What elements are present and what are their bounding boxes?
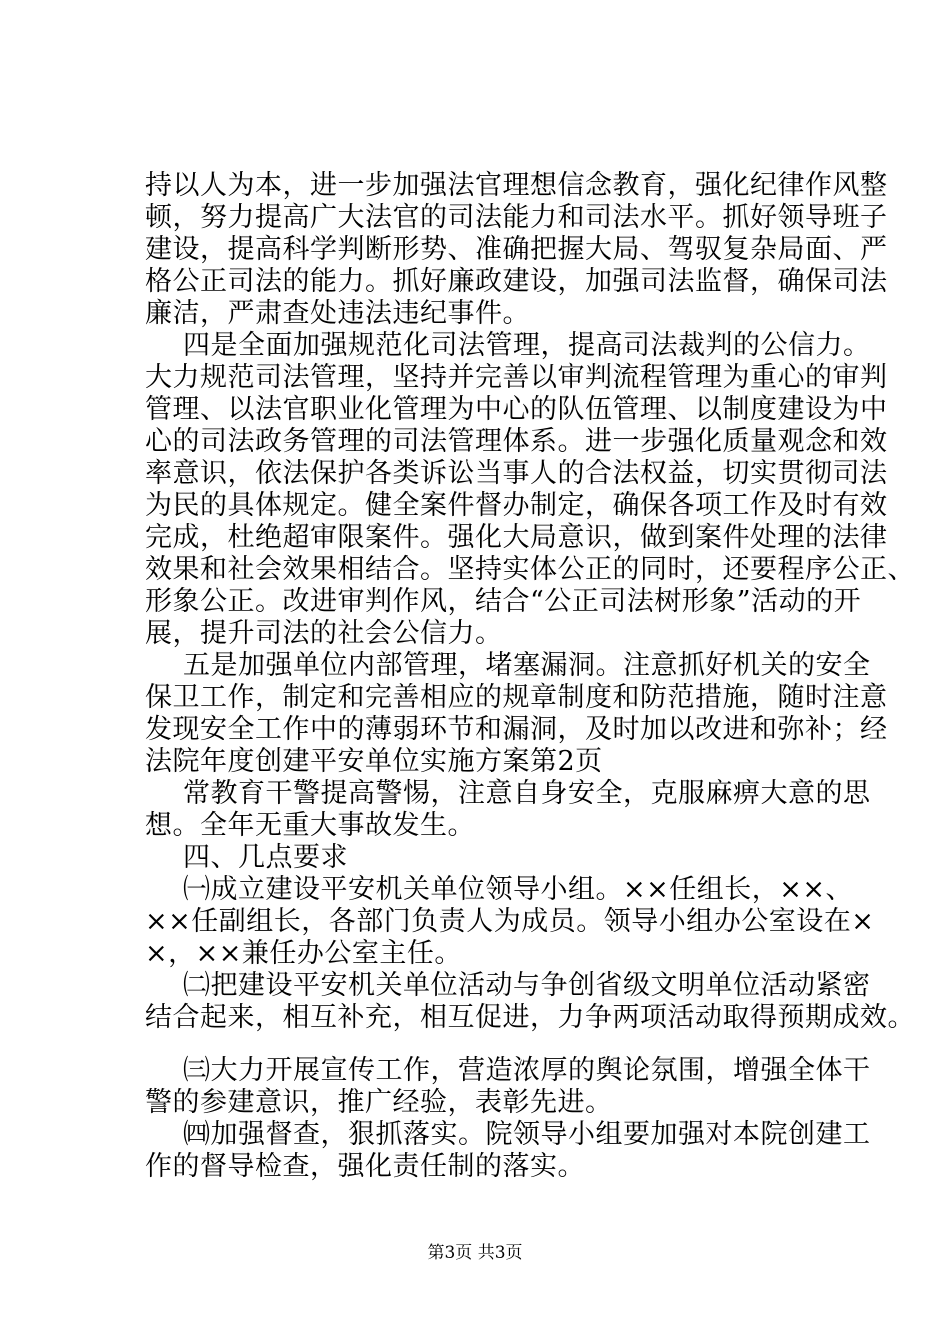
text-line: 四是全面加强规范化司法管理，提高司法裁判的公信力。 — [183, 330, 871, 361]
text-line: 展，提升司法的社会公信力。 — [145, 618, 503, 649]
page-footer: 第3页 共3页 — [427, 1243, 523, 1263]
text-line: 想。全年无重大事故发生。 — [145, 810, 475, 841]
text-line: 顿，努力提高广大法官的司法能力和司法水平。抓好领导班子 — [145, 202, 888, 233]
text-line: 结合起来，相互补充，相互促进，力争两项活动取得预期成效。 — [145, 1002, 915, 1033]
text-line: 法院年度创建平安单位实施方案第2页 — [145, 746, 603, 777]
text-line: 形象公正。改进审判作风，结合“公正司法树形象”活动的开 — [145, 586, 862, 617]
text-line: 作的督导检查，强化责任制的落实。 — [145, 1151, 585, 1182]
text-line: ×，××兼任办公室主任。 — [145, 938, 462, 969]
text-line: 管理、以法官职业化管理为中心的队伍管理、以制度建设为中 — [145, 394, 888, 425]
section-heading: 四、几点要求 — [183, 842, 348, 873]
text-line: 发现安全工作中的薄弱环节和漏洞，及时加以改进和弥补；经 — [145, 714, 888, 745]
text-line: ㈡把建设平安机关单位活动与争创省级文明单位活动紧密 — [183, 970, 871, 1001]
text-line: 建设，提高科学判断形势、准确把握大局、驾驭复杂局面、严 — [145, 234, 888, 265]
text-line: 警的参建意识，推广经验，表彰先进。 — [145, 1087, 613, 1118]
text-line: 完成，杜绝超审限案件。强化大局意识，做到案件处理的法律 — [145, 522, 888, 553]
text-line: 效果和社会效果相结合。坚持实体公正的同时，还要程序公正、 — [145, 554, 915, 585]
text-line: ㈠成立建设平安机关单位领导小组。××任组长，××、 — [183, 874, 853, 905]
text-line: 为民的具体规定。健全案件督办制定，确保各项工作及时有效 — [145, 490, 888, 521]
text-line: 持以人为本，进一步加强法官理想信念教育，强化纪律作风整 — [145, 170, 888, 201]
text-line: 保卫工作，制定和完善相应的规章制度和防范措施，随时注意 — [145, 682, 888, 713]
text-line: 率意识，依法保护各类诉讼当事人的合法权益，切实贯彻司法 — [145, 458, 888, 489]
text-line: 格公正司法的能力。抓好廉政建设，加强司法监督，确保司法 — [145, 266, 888, 297]
text-line: 常教育干警提高警惕，注意自身安全，克服麻痹大意的思 — [183, 778, 871, 809]
text-line: ㈢大力开展宣传工作，营造浓厚的舆论氛围，增强全体干 — [183, 1055, 871, 1086]
text-line: ××任副组长，各部门负责人为成员。领导小组办公室设在× — [145, 906, 875, 937]
text-line: ㈣加强督查，狠抓落实。院领导小组要加强对本院创建工 — [183, 1119, 871, 1150]
text-line: 大力规范司法管理，坚持并完善以审判流程管理为重心的审判 — [145, 362, 888, 393]
text-line: 心的司法政务管理的司法管理体系。进一步强化质量观念和效 — [145, 426, 888, 457]
text-line: 廉洁，严肃查处违法违纪事件。 — [145, 298, 530, 329]
text-line: 五是加强单位内部管理，堵塞漏洞。注意抓好机关的安全 — [183, 650, 871, 681]
